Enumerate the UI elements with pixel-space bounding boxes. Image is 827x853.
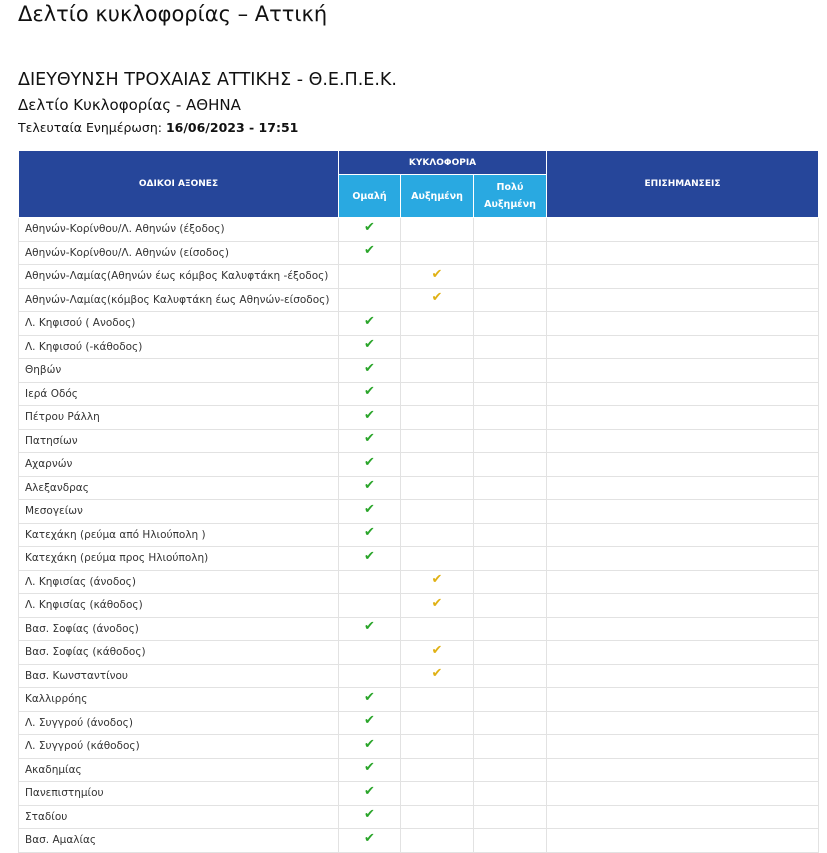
notes-cell	[547, 218, 819, 242]
increased-cell	[401, 641, 474, 665]
normal-cell	[339, 617, 401, 641]
road-name-cell: Λ. Κηφισού (-κάθοδος)	[19, 335, 339, 359]
last-update-value: 16/06/2023 - 17:51	[165, 120, 299, 135]
road-name-cell: Πανεπιστημίου	[19, 782, 339, 806]
table-row	[19, 664, 819, 688]
road-name-cell: Βασ. Σοφίας (άνοδος)	[19, 617, 339, 641]
notes-cell	[547, 523, 819, 547]
table-row	[19, 523, 819, 547]
check-icon: ✔	[364, 760, 375, 776]
increased-cell	[401, 500, 474, 524]
notes-cell	[547, 711, 819, 735]
very-increased-cell	[474, 664, 547, 688]
increased-cell	[401, 782, 474, 806]
normal-cell	[339, 500, 401, 524]
very-increased-cell	[474, 500, 547, 524]
normal-cell	[339, 288, 401, 312]
check-icon: ✔	[364, 243, 375, 259]
normal-cell	[339, 241, 401, 265]
notes-cell	[547, 735, 819, 759]
normal-cell	[339, 805, 401, 829]
very-increased-cell	[474, 758, 547, 782]
normal-cell	[339, 523, 401, 547]
normal-cell	[339, 359, 401, 383]
level-normal-header: Ομαλή	[339, 175, 401, 218]
check-icon: ✔	[364, 689, 375, 705]
road-name-cell: Μεσογείων	[19, 500, 339, 524]
table-row	[19, 241, 819, 265]
very-increased-cell	[474, 218, 547, 242]
table-row	[19, 594, 819, 618]
table-row	[19, 782, 819, 806]
table-row	[19, 265, 819, 289]
very-increased-cell	[474, 241, 547, 265]
check-icon: ✔	[364, 431, 375, 447]
table-row	[19, 547, 819, 571]
check-icon: ✔	[364, 478, 375, 494]
check-icon: ✔	[364, 807, 375, 823]
notes-cell	[547, 265, 819, 289]
notes-cell	[547, 617, 819, 641]
notes-cell	[547, 594, 819, 618]
normal-cell	[339, 265, 401, 289]
normal-cell	[339, 664, 401, 688]
notes-cell	[547, 758, 819, 782]
road-name-cell: Αθηνών-Κορίνθου/Λ. Αθηνών (έξοδος)	[19, 218, 339, 242]
normal-cell	[339, 382, 401, 406]
last-update-label: Τελευταία Ενημέρωση:	[18, 120, 162, 135]
very-increased-cell	[474, 335, 547, 359]
increased-cell	[401, 265, 474, 289]
very-increased-cell	[474, 570, 547, 594]
table-row	[19, 382, 819, 406]
notes-cell	[547, 335, 819, 359]
normal-cell	[339, 688, 401, 712]
road-name-cell: Λ. Συγγρού (κάθοδος)	[19, 735, 339, 759]
road-name-cell: Λ. Κηφισού ( Ανοδος)	[19, 312, 339, 336]
very-increased-cell	[474, 641, 547, 665]
increased-cell	[401, 359, 474, 383]
check-icon: ✔	[431, 666, 443, 682]
very-increased-cell	[474, 711, 547, 735]
road-name-cell: Κατεχάκη (ρεύμα από Ηλιούπολη )	[19, 523, 339, 547]
check-icon: ✔	[431, 290, 443, 306]
road-name-cell: Βασ. Αμαλίας	[19, 829, 339, 853]
increased-cell	[401, 241, 474, 265]
check-icon: ✔	[364, 407, 375, 423]
increased-cell	[401, 312, 474, 336]
check-icon: ✔	[364, 525, 375, 541]
check-icon: ✔	[364, 736, 375, 752]
check-icon: ✔	[364, 384, 375, 400]
notes-cell	[547, 453, 819, 477]
very-increased-cell	[474, 265, 547, 289]
very-increased-cell	[474, 829, 547, 853]
notes-cell	[547, 382, 819, 406]
very-increased-cell	[474, 594, 547, 618]
last-update	[18, 120, 298, 135]
table-row	[19, 735, 819, 759]
level-increased-header: Αυξημένη	[401, 175, 474, 218]
level-very-increased-header: Πολύ Αυξημένη	[474, 175, 547, 218]
table-row	[19, 829, 819, 853]
road-name-cell: Πέτρου Ράλλη	[19, 406, 339, 430]
check-icon: ✔	[364, 454, 375, 470]
increased-cell	[401, 829, 474, 853]
normal-cell	[339, 476, 401, 500]
table-row	[19, 711, 819, 735]
table-row	[19, 359, 819, 383]
notes-cell	[547, 476, 819, 500]
road-name-cell: Ιερά Οδός	[19, 382, 339, 406]
check-icon: ✔	[364, 219, 375, 235]
check-icon: ✔	[364, 783, 375, 799]
increased-cell	[401, 218, 474, 242]
check-icon: ✔	[431, 266, 443, 282]
notes-cell	[547, 782, 819, 806]
road-name-cell: Κατεχάκη (ρεύμα προς Ηλιούπολη)	[19, 547, 339, 571]
check-icon: ✔	[431, 572, 443, 588]
table-row	[19, 218, 819, 242]
table-row	[19, 312, 819, 336]
increased-cell	[401, 429, 474, 453]
table-row	[19, 500, 819, 524]
org-title: ΔΙΕΥΘΥΝΣΗ ΤΡΟΧΑΙΑΣ ΑΤΤΙΚΗΣ - Θ.Ε.Π.Ε.Κ.	[18, 70, 397, 90]
increased-cell	[401, 476, 474, 500]
notes-cell	[547, 641, 819, 665]
notes-cell	[547, 406, 819, 430]
road-name-cell: Λ. Συγγρού (άνοδος)	[19, 711, 339, 735]
road-name-cell: Βασ. Σοφίας (κάθοδος)	[19, 641, 339, 665]
roads-column-header: ΟΔΙΚΟΙ ΑΞΟΝΕΣ	[19, 151, 339, 218]
table-row	[19, 335, 819, 359]
very-increased-cell	[474, 688, 547, 712]
normal-cell	[339, 711, 401, 735]
very-increased-cell	[474, 359, 547, 383]
notes-cell	[547, 570, 819, 594]
normal-cell	[339, 758, 401, 782]
increased-cell	[401, 570, 474, 594]
road-name-cell: Λ. Κηφισίας (κάθοδος)	[19, 594, 339, 618]
table-row	[19, 288, 819, 312]
check-icon: ✔	[431, 595, 443, 611]
increased-cell	[401, 664, 474, 688]
table-row	[19, 805, 819, 829]
increased-cell	[401, 523, 474, 547]
table-row	[19, 688, 819, 712]
table-row	[19, 429, 819, 453]
very-increased-cell	[474, 805, 547, 829]
normal-cell	[339, 335, 401, 359]
very-increased-cell	[474, 382, 547, 406]
normal-cell	[339, 594, 401, 618]
table-row	[19, 406, 819, 430]
notes-cell	[547, 547, 819, 571]
increased-cell	[401, 382, 474, 406]
normal-cell	[339, 218, 401, 242]
normal-cell	[339, 547, 401, 571]
check-icon: ✔	[364, 713, 375, 729]
table-row	[19, 617, 819, 641]
road-name-cell: Σταδίου	[19, 805, 339, 829]
check-icon: ✔	[364, 619, 375, 635]
normal-cell	[339, 641, 401, 665]
increased-cell	[401, 758, 474, 782]
very-increased-cell	[474, 782, 547, 806]
notes-cell	[547, 288, 819, 312]
increased-cell	[401, 617, 474, 641]
very-increased-cell	[474, 735, 547, 759]
road-name-cell: Λ. Κηφισίας (άνοδος)	[19, 570, 339, 594]
increased-cell	[401, 735, 474, 759]
table-row	[19, 758, 819, 782]
traffic-table-body	[19, 218, 819, 853]
road-name-cell: Αλεξανδρας	[19, 476, 339, 500]
road-name-cell: Ακαδημίας	[19, 758, 339, 782]
table-row	[19, 453, 819, 477]
notes-cell	[547, 688, 819, 712]
very-increased-cell	[474, 617, 547, 641]
very-increased-cell	[474, 312, 547, 336]
notes-cell	[547, 664, 819, 688]
check-icon: ✔	[364, 501, 375, 517]
increased-cell	[401, 453, 474, 477]
traffic-table	[18, 150, 819, 853]
normal-cell	[339, 406, 401, 430]
notes-column-header: ΕΠΙΣΗΜΑΝΣΕΙΣ	[547, 151, 819, 218]
bulletin-subtitle: Δελτίο Κυκλοφορίας - ΑΘΗΝΑ	[18, 96, 241, 114]
page-title: Δελτίο κυκλοφορίας – Αττική	[18, 2, 328, 26]
very-increased-cell	[474, 523, 547, 547]
check-icon: ✔	[364, 360, 375, 376]
very-increased-cell	[474, 476, 547, 500]
road-name-cell: Θηβών	[19, 359, 339, 383]
notes-cell	[547, 241, 819, 265]
check-icon: ✔	[364, 337, 375, 353]
normal-cell	[339, 829, 401, 853]
increased-cell	[401, 288, 474, 312]
road-name-cell: Καλλιρρόης	[19, 688, 339, 712]
increased-cell	[401, 594, 474, 618]
normal-cell	[339, 782, 401, 806]
traffic-column-header: ΚΥΚΛΟΦΟΡΙΑ	[339, 151, 547, 175]
notes-cell	[547, 359, 819, 383]
road-name-cell: Βασ. Κωνσταντίνου	[19, 664, 339, 688]
notes-cell	[547, 312, 819, 336]
check-icon: ✔	[431, 642, 443, 658]
normal-cell	[339, 570, 401, 594]
very-increased-cell	[474, 429, 547, 453]
normal-cell	[339, 735, 401, 759]
increased-cell	[401, 547, 474, 571]
table-row	[19, 570, 819, 594]
increased-cell	[401, 335, 474, 359]
increased-cell	[401, 805, 474, 829]
road-name-cell: Αθηνών-Κορίνθου/Λ. Αθηνών (είσοδος)	[19, 241, 339, 265]
normal-cell	[339, 312, 401, 336]
notes-cell	[547, 500, 819, 524]
normal-cell	[339, 453, 401, 477]
very-increased-cell	[474, 547, 547, 571]
normal-cell	[339, 429, 401, 453]
road-name-cell: Αχαρνών	[19, 453, 339, 477]
very-increased-cell	[474, 453, 547, 477]
check-icon: ✔	[364, 830, 375, 846]
check-icon: ✔	[364, 313, 375, 329]
increased-cell	[401, 406, 474, 430]
check-icon: ✔	[364, 548, 375, 564]
table-row	[19, 641, 819, 665]
road-name-cell: Πατησίων	[19, 429, 339, 453]
road-name-cell: Αθηνών-Λαμίας(Αθηνών έως κόμβος Καλυφτάκη -έξοδος)	[19, 265, 339, 289]
very-increased-cell	[474, 406, 547, 430]
notes-cell	[547, 805, 819, 829]
very-increased-cell	[474, 288, 547, 312]
increased-cell	[401, 711, 474, 735]
table-row	[19, 476, 819, 500]
notes-cell	[547, 829, 819, 853]
road-name-cell: Αθηνών-Λαμίας(κόμβος Καλυφτάκη έως Αθηνών-είσοδος)	[19, 288, 339, 312]
notes-cell	[547, 429, 819, 453]
increased-cell	[401, 688, 474, 712]
